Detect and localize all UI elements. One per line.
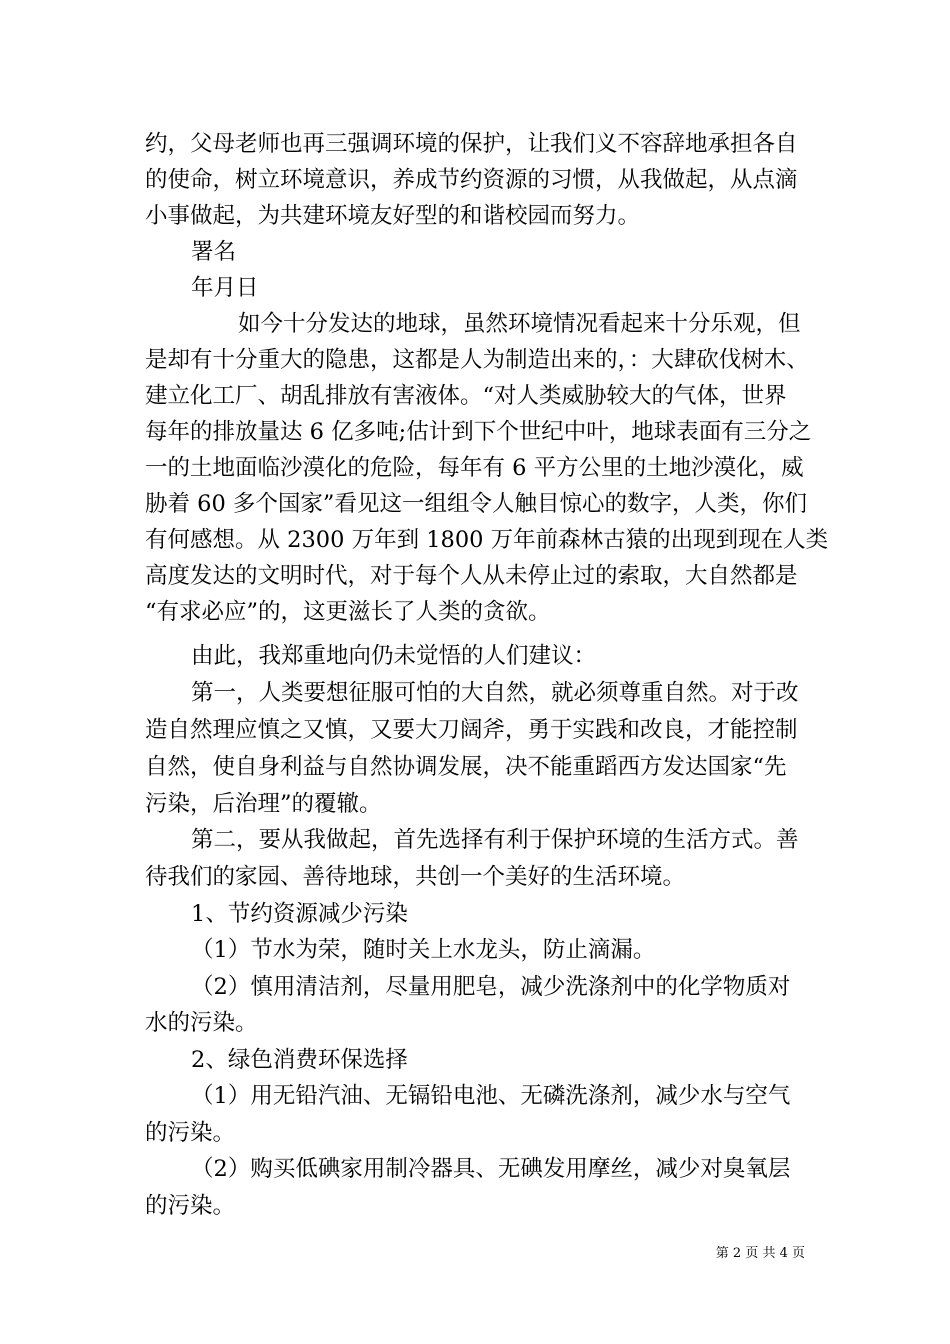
text-line: 待我们的家园、善待地球，共创一个美好的生活环境。 bbox=[145, 864, 686, 890]
text-line: 高度发达的文明时代，对于每个人从未停止过的索取，大自然都是 bbox=[145, 563, 798, 589]
text-line: 是却有十分重大的隐患，这都是人为制造出来的，：大肆砍伐树木、 bbox=[145, 347, 809, 373]
text-line: 水的污染。 bbox=[145, 1010, 258, 1036]
text-line: 建立化工厂、胡乱排放有害液体。“对人类威胁较大的气体，世界 bbox=[145, 383, 787, 409]
text-line: 造自然理应慎之又慎，又要大刀阔斧，勇于实践和改良，才能控制 bbox=[145, 717, 798, 743]
text-line: 有何感想。从 2300 万年到 1800 万年前森林古猿的出现到现在人类 bbox=[145, 527, 829, 553]
text-line: 如今十分发达的地球，虽然环境情况看起来十分乐观，但 bbox=[238, 311, 801, 337]
text-line: 的污染。 bbox=[145, 1193, 236, 1219]
text-line: 每年的排放量达 6 亿多吨;估计到下个世纪中叶，地球表面有三分之 bbox=[145, 419, 812, 445]
list-heading: 2、绿色消费环保选择 bbox=[191, 1047, 408, 1073]
text-line: 污染，后治理”的覆辙。 bbox=[145, 791, 382, 817]
text-line: 一的土地面临沙漠化的危险，每年有 6 平方公里的土地沙漠化，威 bbox=[145, 455, 804, 481]
text-line: 胁着 60 多个国家”看见这一组组令人触目惊心的数字，人类，你们 bbox=[145, 491, 807, 517]
list-item: （1）用无铅汽油、无镉铅电池、无磷洗涤剂，减少水与空气 bbox=[191, 1083, 791, 1109]
text-line: 约，父母老师也再三强调环境的保护，让我们义不容辞地承担各自 bbox=[145, 131, 798, 157]
text-line: “有求必应”的，这更滋长了人类的贪欲。 bbox=[145, 599, 551, 625]
signature-label: 署名 bbox=[191, 239, 237, 265]
text-line: 的使命，树立环境意识，养成节约资源的习惯，从我做起，从点滴 bbox=[145, 167, 798, 193]
list-item: （2）购买低碘家用制冷器具、无碘发用摩丝，减少对臭氧层 bbox=[191, 1156, 791, 1182]
text-line: 的污染。 bbox=[145, 1120, 236, 1146]
list-heading: 1、节约资源减少污染 bbox=[191, 901, 408, 927]
text-line: 自然，使自身利益与自然协调发展，决不能重蹈西方发达国家“先 bbox=[145, 754, 787, 780]
page-number: 第 2 页 共 4 页 bbox=[715, 1246, 805, 1261]
text-line: 由此，我郑重地向仍未觉悟的人们建议： bbox=[191, 643, 597, 669]
list-item: （2）慎用清洁剂，尽量用肥皂，减少洗涤剂中的化学物质对 bbox=[191, 974, 791, 1000]
date-label: 年月日 bbox=[191, 275, 259, 301]
text-line: 第二，要从我做起，首先选择有利于保护环境的生活方式。善 bbox=[191, 827, 799, 853]
text-line: 小事做起，为共建环境友好型的和谐校园而努力。 bbox=[145, 203, 641, 229]
list-item: （1）节水为荣，随时关上水龙头，防止滴漏。 bbox=[191, 937, 656, 963]
text-line: 第一，人类要想征服可怕的大自然，就必须尊重自然。对于改 bbox=[191, 680, 799, 706]
